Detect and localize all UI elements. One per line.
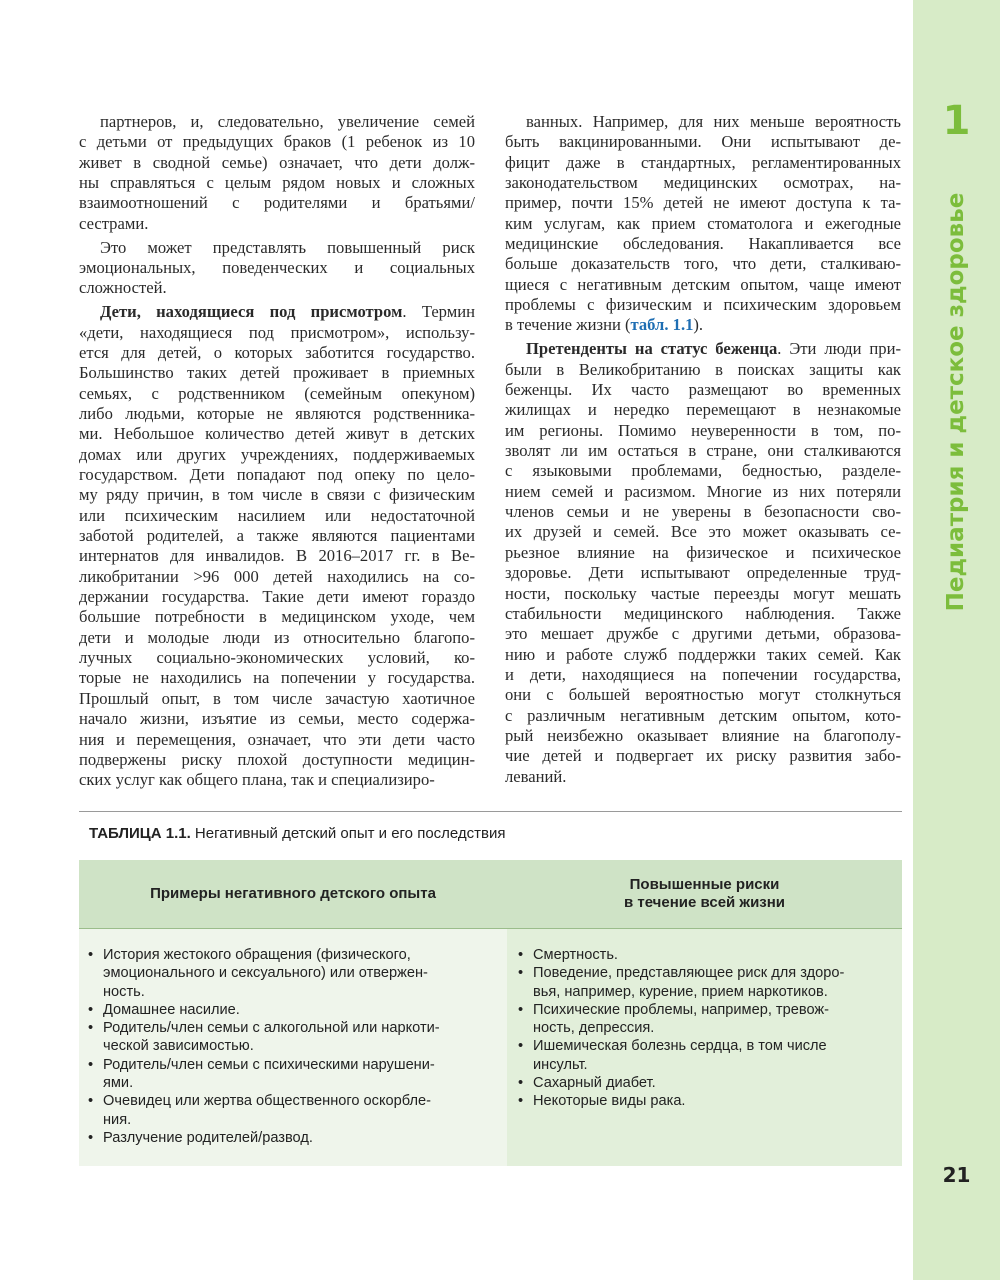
text-fragment: большие потребности в медицинском уходе, чем [79,607,475,627]
text-line [79,323,475,343]
list-item [518,946,880,964]
text-fragment: им регионы. Помимо неуверенности в том, по- [505,420,901,440]
text-fragment: ния и перемещения, означает, что эти дети часто [79,729,475,749]
text-line [79,607,475,627]
text-line [505,153,901,173]
list-item-line: • Поведение, представляющее риск для здоро- [533,965,845,982]
text-fragment: интернатов для инвалидов. В 2016–2017 гг. в Ве- [79,546,475,566]
text-line [79,648,475,668]
list-item-line: • Домашнее насилие. [103,1001,240,1018]
text-fragment: ванных. Например, для них меньше вероятность [526,112,901,131]
text-fragment: членов семьи и не уверены в безопасности сво- [505,502,901,522]
left-text-column [79,112,475,791]
text-fragment: Прошлый опыт, в том числе зачастую хаотичное [79,688,475,708]
text-fragment: партнеров, и, следовательно, увеличение семей [100,112,475,131]
text-fragment: больше доказательств того, что дети, сталкиваю- [505,254,901,274]
text-line [79,343,475,363]
text-fragment: заботой родителей, а также являются пациентами [79,526,475,546]
text-line [505,543,901,563]
text-fragment: рый неизбежно оказывает влияние на благополу- [505,725,901,745]
text-fragment: либо людьми, которые не являются родственника- [79,404,475,423]
paragraph-lead: Дети, находящиеся под присмотром [100,302,403,322]
text-fragment: торые не находились на попечении у государства. [79,668,475,688]
list-item-line: ность. [103,983,145,1000]
text-fragment: проблемы с физическим и психическим здоровьем [505,295,901,315]
text-line [79,750,475,770]
table-title: Негативный детский опыт и его последствия [194,825,506,842]
text-fragment: начало жизни, изъятие из семьи, место содержа- [79,709,475,729]
list-item [518,964,880,1001]
text-line [79,384,475,404]
text-line [79,214,475,234]
text-line [505,173,901,193]
text-fragment: это мешает дружбе с другими детьми, образова- [505,624,901,644]
text-line [79,567,475,587]
list-item-line: ния. [103,1111,132,1128]
list-item-line: • Смертность. [533,947,618,963]
text-fragment: взаимоотношений с родителями и братьями/ [79,193,475,213]
text-fragment: ми. Небольшое количество детей живут в детских [79,424,475,444]
text-fragment: были в Великобританию в поисках защиты как [505,359,901,379]
text-line [79,302,475,322]
text-line [79,770,475,790]
text-fragment: или психическим насилием или недостаточной [79,505,475,525]
list-item-line: эмоционального и сексуального) или отвержен- [103,965,428,982]
text-line [79,526,475,546]
list-item-line: • Родитель/член семьи с психическими нарушени- [103,1056,435,1073]
table-divider [79,811,902,812]
list-item [88,1129,485,1147]
text-fragment: медицинские обследования. Накапливается все [505,234,901,254]
text-fragment: щиеся с негативным детским опытом, чаще имеют [505,274,901,294]
text-fragment: . Термин [402,302,475,322]
text-line [505,421,901,441]
text-fragment: эмоциональных, поведенческих и социальных [79,258,475,277]
text-line [79,112,475,132]
text-line [505,275,901,295]
experiences-list [79,946,507,1147]
text-line [505,706,901,726]
text-fragment: законодательством медицинских осмотрах, на- [505,173,901,193]
text-fragment: дети и молодые люди из относительно благопо- [79,627,475,647]
text-fragment: быть вакцинированными. Они испытывают де- [505,132,901,152]
text-fragment: с различным негативным детским опытом, кото- [505,705,901,725]
text-fragment: сестрами. [79,213,149,233]
text-line [79,363,475,383]
text-line [505,254,901,274]
text-fragment: ется для детей, о которых заботится государство. [79,342,475,362]
text-fragment: леваний. [505,766,567,786]
list-item-line: вья, например, курение, прием наркотиков. [533,983,828,1000]
text-line [505,400,901,420]
text-fragment: рьезное влияние на физическое и психическое [505,542,901,562]
text-line [79,404,475,424]
list-item-line: • Ишемическая болезнь сердца, в том числе [533,1038,827,1055]
list-item-line: ческой зависимостью. [103,1038,254,1055]
text-fragment: «дети, находящиеся под присмотром», использу- [79,322,475,342]
text-line [505,214,901,234]
table-header-right-line: в течение всей жизни [623,894,786,911]
text-fragment: стабильности медицинского наблюдения. Также [505,603,901,623]
text-fragment: пример, почти 15% детей не имеют доступа к та- [505,193,901,213]
list-item-line: • Психические проблемы, например, тревож- [533,1001,830,1018]
text-line [79,278,475,298]
text-fragment: в течение жизни ( [505,315,631,335]
list-item [88,1001,485,1019]
text-line [505,380,901,400]
table-caption [89,825,506,842]
table-header-right [507,860,902,928]
paragraph-lead: Претенденты на статус беженца [526,339,778,359]
text-line [79,193,475,213]
text-fragment: с языковыми проблемами, бедностью, разделе- [505,461,901,481]
chapter-number: 1 [942,98,971,144]
table-cell-left [79,928,507,1166]
text-line [79,709,475,729]
text-line [505,234,901,254]
text-line [505,665,901,685]
text-fragment: беженцы. Их часто размещают во временных [505,380,901,400]
text-fragment: живет в сводной семье) означает, что дети долж- [79,152,475,172]
text-line [505,563,901,583]
text-fragment: ны справляться с целым рядом новых и сложных [79,173,475,193]
text-fragment: их друзей и семей. Все это может оказывать се- [505,522,901,542]
text-line [79,485,475,505]
text-fragment: подвержены риску плохой доступности медицин- [79,749,475,769]
right-text-column [505,112,901,787]
text-line [79,546,475,566]
text-line [505,726,901,746]
page-number: 21 [942,1163,971,1187]
text-fragment: нию и работе служб поддержки таких семей. Как [505,644,901,664]
text-fragment: домах или других учреждениях, поддерживаемых [79,444,475,464]
text-line [79,238,475,258]
text-line [505,295,901,315]
text-fragment: ). [693,315,704,335]
list-item [88,946,485,1001]
chapter-title: Педиатрия и детское здоровье [943,192,969,612]
text-line [505,441,901,461]
text-line [505,645,901,665]
text-line [505,482,901,502]
list-item [88,1092,485,1129]
text-fragment: ности, поскольку частые переезды могут мешать [505,583,901,603]
text-fragment: и дети, находящиеся на попечении государства, [505,664,901,684]
text-fragment: держании государства. Такие дети имеют гораздо [79,587,475,607]
text-line [79,424,475,444]
text-line [79,506,475,526]
text-fragment: ских услуг как общего плана, так и специализиро- [79,770,435,790]
text-fragment: фицит даже в стандартных, регламентированных [505,152,901,172]
list-item-line: • Некоторые виды рака. [533,1093,686,1110]
text-line [79,465,475,485]
text-line [505,339,901,359]
table-label: ТАБЛИЦА 1.1. [89,825,191,842]
list-item-line: • История жестокого обращения (физического, [103,947,411,963]
list-item-line: ями. [103,1075,134,1092]
text-fragment: . Эти люди при- [777,339,901,359]
table-1-1 [79,860,902,1166]
text-line [79,173,475,193]
table-reference-link: табл. 1.1 [630,315,694,335]
table-cell-right [507,928,902,1166]
text-line [505,746,901,766]
text-line [505,767,901,787]
text-line [79,153,475,173]
text-line [505,193,901,213]
list-item [518,1074,880,1092]
text-fragment: ликобритании >96 000 детей находились на со- [79,566,475,586]
text-line [79,132,475,152]
list-item [88,1019,485,1056]
list-item-line: • Сахарный диабет. [533,1075,656,1092]
text-fragment: сложностей. [79,278,167,298]
text-line [505,685,901,705]
text-line [505,604,901,624]
text-line [505,315,901,335]
text-line [505,624,901,644]
list-item-line: • Родитель/член семьи с алкогольной или наркоти- [103,1020,440,1037]
text-line [79,668,475,688]
text-line [79,445,475,465]
list-item-line: ность, депрессия. [533,1020,655,1037]
table-header-right-line: Повышенные риски [629,876,780,893]
text-fragment: лучных социально-экономических условий, ко- [79,648,475,668]
list-item [518,1037,880,1074]
table-header-left [79,860,507,928]
text-line [79,730,475,750]
text-fragment: му ряду причин, в том числе в связи с физическим [79,485,475,505]
text-line [79,689,475,709]
list-item [518,1001,880,1038]
text-fragment: государством. Дети попадают под опеку по цело- [79,465,475,485]
text-line [505,360,901,380]
text-fragment: чие детей и подвергает их риску развития забо- [505,746,901,766]
text-fragment: семьях, с родственником (семейным опекуном) [79,383,475,403]
text-fragment: Большинство таких детей проживает в приемных [79,363,475,383]
text-line [79,258,475,278]
text-fragment: ким услугам, как прием стоматолога и ежегодные [505,213,901,233]
table-header-left-text: Примеры негативного детского опыта [150,885,436,902]
text-fragment: Это может представлять повышенный риск [100,237,475,257]
text-fragment: здоровье. Дети испытывают определенные труд- [505,563,901,583]
text-fragment: они с большей вероятностью могут столкнуться [505,685,901,705]
text-line [505,584,901,604]
text-line [79,587,475,607]
text-line [505,112,901,132]
list-item-line: инсульт. [533,1056,588,1073]
text-line [505,502,901,522]
list-item-line: • Очевидец или жертва общественного оскорбле- [103,1093,431,1110]
list-item [518,1092,880,1110]
list-item [88,1056,485,1093]
text-fragment: нием семей и расизмом. Многие из них потеряли [505,481,901,501]
text-line [505,132,901,152]
text-fragment: зволят ли им остаться в стране, они сталкиваются [505,441,901,461]
list-item-line: • Разлучение родителей/развод. [103,1129,313,1146]
text-line [505,522,901,542]
text-fragment: жилищах и нередко перемещают в незнакомые [505,400,901,420]
text-line [505,461,901,481]
text-line [79,628,475,648]
risks-list [507,946,902,1111]
text-fragment: с детьми от предыдущих браков (1 ребенок из 10 [79,132,475,152]
